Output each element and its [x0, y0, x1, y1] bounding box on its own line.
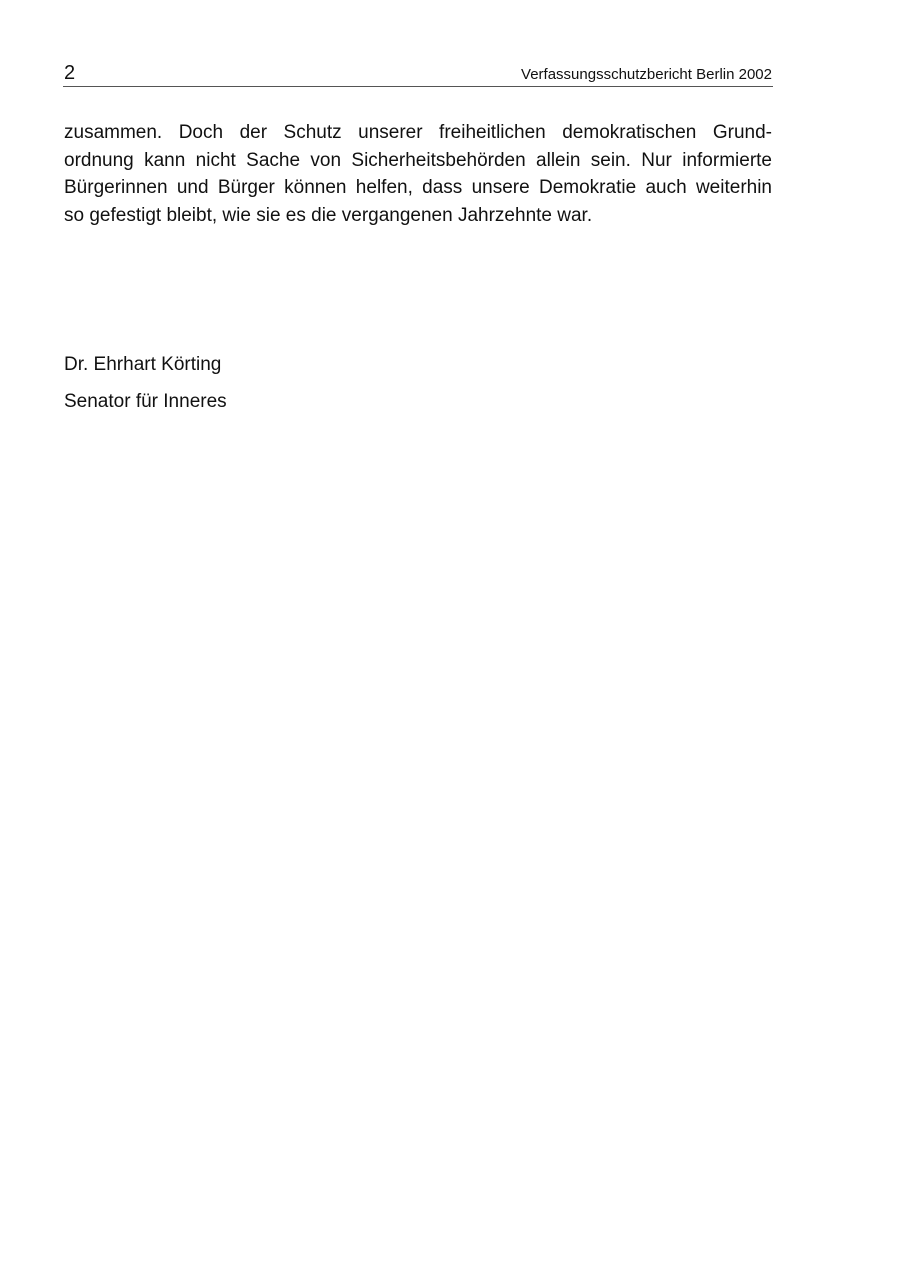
signatory-name: Dr. Ehrhart Körting [64, 354, 222, 375]
paragraph-line: zusammen. Doch der Schutz unserer freiheitlichen demokratischen Grund- [64, 122, 772, 143]
page-number: 2 [64, 62, 76, 84]
signatory-title: Senator für Inneres [64, 391, 227, 412]
paragraph-line: ordnung kann nicht Sache von Sicherheitsbehörden allein sein. Nur informierte [64, 149, 772, 171]
page-header [63, 60, 773, 87]
body-paragraph [64, 119, 772, 229]
signature-block [64, 346, 227, 420]
paragraph-line: so gefestigt bleibt, wie sie es die vergangenen Jahrzehnte war. [64, 204, 593, 226]
running-title: Verfassungsschutzbericht Berlin 2002 [521, 66, 772, 83]
paragraph-line: Bürgerinnen und Bürger können helfen, dass unsere Demokratie auch weiterhin [64, 177, 772, 198]
